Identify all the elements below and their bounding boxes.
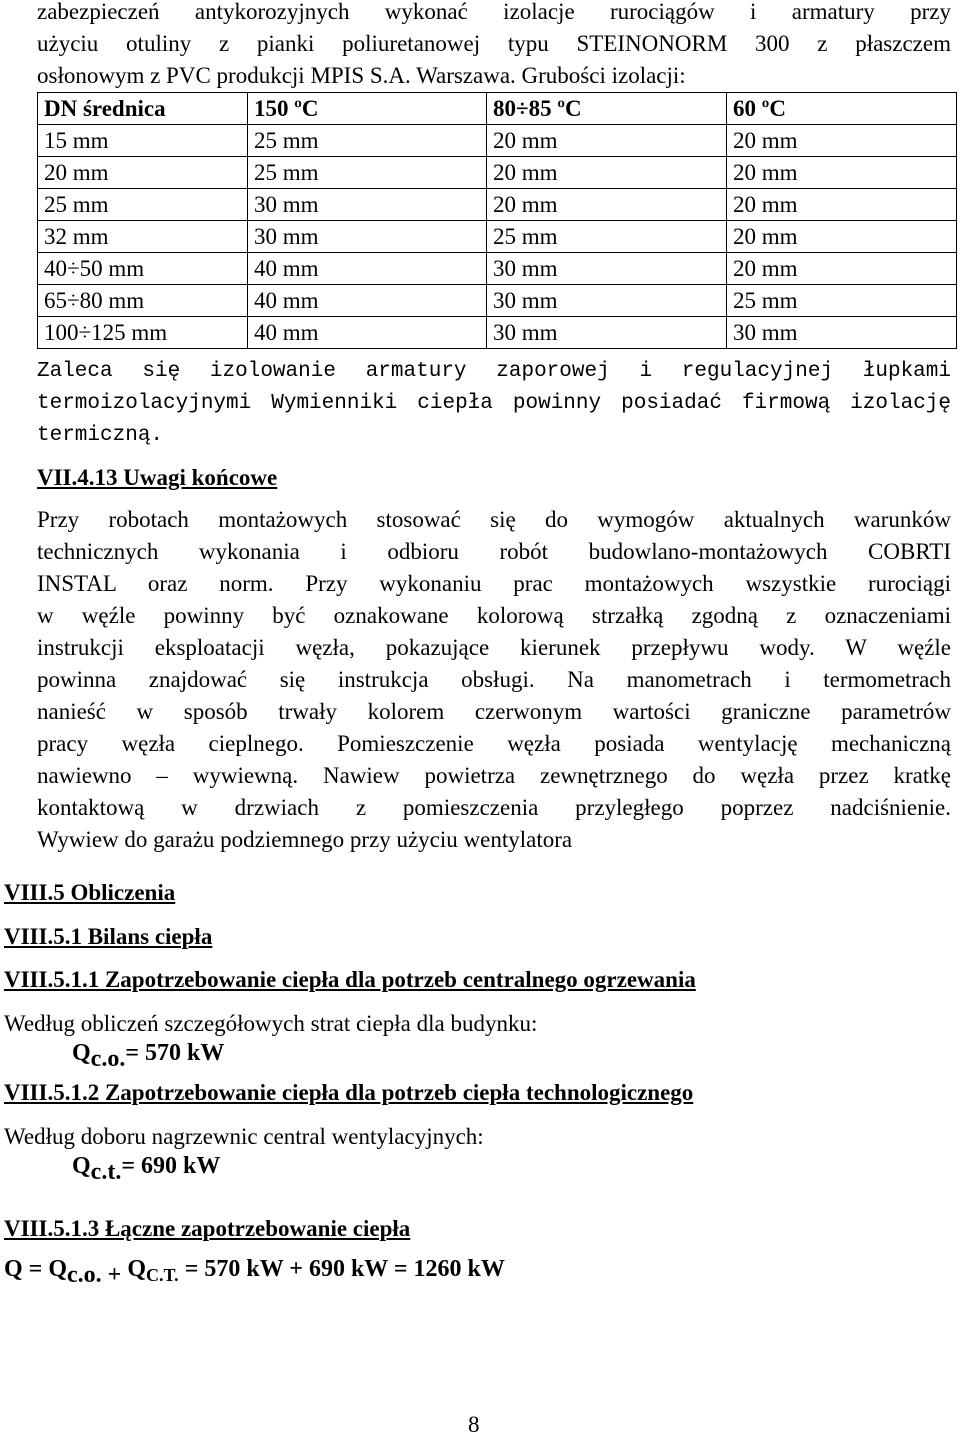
table-cell: 20 mm: [727, 221, 957, 253]
header-cell: DN średnica: [38, 93, 248, 125]
text-line: Według doboru nagrzewnic central wentylacyjnych:: [4, 1124, 484, 1149]
section-heading-viii-5-1-3: VIII.5.1.3 Łączne zapotrzebowanie ciepła: [4, 1216, 411, 1241]
text-line: nanieść w sposób trwały kolorem czerwonym wartości graniczne parametrów: [37, 699, 951, 724]
table-cell: 25 mm: [727, 285, 957, 317]
formula-subscript: c.o.: [90, 1046, 126, 1072]
table-cell: 15 mm: [38, 125, 248, 157]
table-cell: 25 mm: [38, 189, 248, 221]
text-line: kontaktową w drzwiach z pomieszczenia przyległego poprzez nadciśnienie.: [37, 795, 951, 820]
text-line: pracy węzła cieplnego. Pomieszczenie węzła posiada wentylację mechaniczną: [37, 731, 951, 756]
text-line: nawiewno – wywiewną. Nawiew powietrza zewnętrznego do węzła przez kratkę: [37, 763, 951, 788]
formula-subscript: c.t.: [90, 1159, 122, 1185]
formula-symbol: Q: [72, 1040, 91, 1066]
insulation-thickness-table: [37, 92, 957, 349]
table-cell: 30 mm: [487, 317, 727, 349]
formula-value: = 570 kW + 690 kW = 1260 kW: [178, 1256, 505, 1282]
table-header-row: [38, 93, 957, 125]
table-cell: 40 mm: [248, 253, 487, 285]
final-remarks-paragraph: [37, 504, 951, 856]
table-cell: 40 mm: [248, 285, 487, 317]
text-line: zabezpieczeń antykorozyjnych wykonać izolacje rurociągów i armatury przy: [37, 0, 951, 24]
text-line: technicznych wykonania i odbioru robót budowlano-montażowych COBRTI: [37, 539, 951, 564]
formula-q-ct: [72, 1153, 221, 1185]
table-cell: 20 mm: [727, 157, 957, 189]
table-cell: 40÷50 mm: [38, 253, 248, 285]
table-cell: 100÷125 mm: [38, 317, 248, 349]
formula-symbol: Q: [72, 1153, 91, 1179]
table-cell: 25 mm: [487, 221, 727, 253]
formula-value: = 570 kW: [125, 1040, 225, 1066]
text-line: Zaleca się izolowanie armatury zaporowej i regulacyjnej łupkami: [37, 360, 951, 383]
table-cell: 30 mm: [727, 317, 957, 349]
table-cell: 20 mm: [487, 189, 727, 221]
insulation-note: [37, 356, 951, 452]
table-cell: 40 mm: [248, 317, 487, 349]
table-row: [38, 285, 957, 317]
intro-paragraph: [37, 0, 951, 92]
text-line: termiczną.: [37, 424, 164, 447]
page-number: 8: [468, 1412, 480, 1437]
table-cell: 20 mm: [727, 253, 957, 285]
table-cell: 20 mm: [727, 125, 957, 157]
header-cell: 60 ºC: [727, 93, 957, 125]
table-cell: 25 mm: [248, 125, 487, 157]
table-cell: 20 mm: [487, 125, 727, 157]
section-heading-viii-5-1-2: VIII.5.1.2 Zapotrzebowanie ciepła dla potrzeb ciepła technologicznego: [4, 1080, 694, 1105]
table-row: [38, 189, 957, 221]
table-row: [38, 317, 957, 349]
table-row: [38, 253, 957, 285]
section-heading-viii-5: VIII.5 Obliczenia: [4, 880, 176, 905]
table-cell: 20 mm: [487, 157, 727, 189]
section-heading-viii-5-1-1: VIII.5.1.1 Zapotrzebowanie ciepła dla potrzeb centralnego ogrzewania: [4, 967, 696, 992]
text-line: w węźle powinny być oznakowane kolorową strzałką zgodną z oznaczeniami: [37, 603, 951, 628]
text-line: INSTAL oraz norm. Przy wykonaniu prac montażowych wszystkie rurociągi: [37, 571, 951, 596]
table-cell: 30 mm: [248, 189, 487, 221]
section-heading-viii-5-1: VIII.5.1 Bilans ciepła: [4, 924, 213, 949]
table-row: [38, 125, 957, 157]
text-line: Przy robotach montażowych stosować się do wymogów aktualnych warunków: [37, 507, 951, 532]
table-cell: 25 mm: [248, 157, 487, 189]
text-line: Według obliczeń szczegółowych strat ciepła dla budynku:: [4, 1011, 538, 1036]
header-cell: 80÷85 ºC: [487, 93, 727, 125]
formula-value: = 690 kW: [121, 1153, 221, 1179]
text-line: powinna znajdować się instrukcja obsługi. Na manometrach i termometrach: [37, 667, 951, 692]
table-row: [38, 221, 957, 253]
text-line: osłonowym z PVC produkcji MPIS S.A. Warszawa. Grubości izolacji:: [37, 63, 686, 88]
text-line: Wywiew do garażu podziemnego przy użyciu wentylatora: [37, 827, 573, 852]
formula-total-heat: [4, 1256, 505, 1288]
table-cell: 30 mm: [248, 221, 487, 253]
formula-subscript: C.T.: [146, 1265, 179, 1285]
table-cell: 30 mm: [487, 285, 727, 317]
text-line: termoizolacyjnymi Wymienniki ciepła powinny posiadać firmową izolację: [37, 392, 951, 415]
formula-symbol: Q = Q: [4, 1256, 68, 1282]
text-line: instrukcji eksploatacji węzła, pokazujące kierunek przepływu wody. W węźle: [37, 635, 951, 660]
formula-q-co: [72, 1040, 225, 1072]
formula-symbol: Q: [121, 1256, 147, 1282]
table-row: [38, 157, 957, 189]
section-heading-vii-4-13: VII.4.13 Uwagi końcowe: [37, 465, 278, 490]
table-cell: 32 mm: [38, 221, 248, 253]
formula-subscript: c.o. +: [67, 1262, 122, 1288]
text-line: użyciu otuliny z pianki poliuretanowej typu STEINONORM 300 z płaszczem: [37, 31, 951, 56]
table-cell: 20 mm: [727, 189, 957, 221]
header-cell: 150 ºC: [248, 93, 487, 125]
table-cell: 65÷80 mm: [38, 285, 248, 317]
table-cell: 20 mm: [38, 157, 248, 189]
table-cell: 30 mm: [487, 253, 727, 285]
